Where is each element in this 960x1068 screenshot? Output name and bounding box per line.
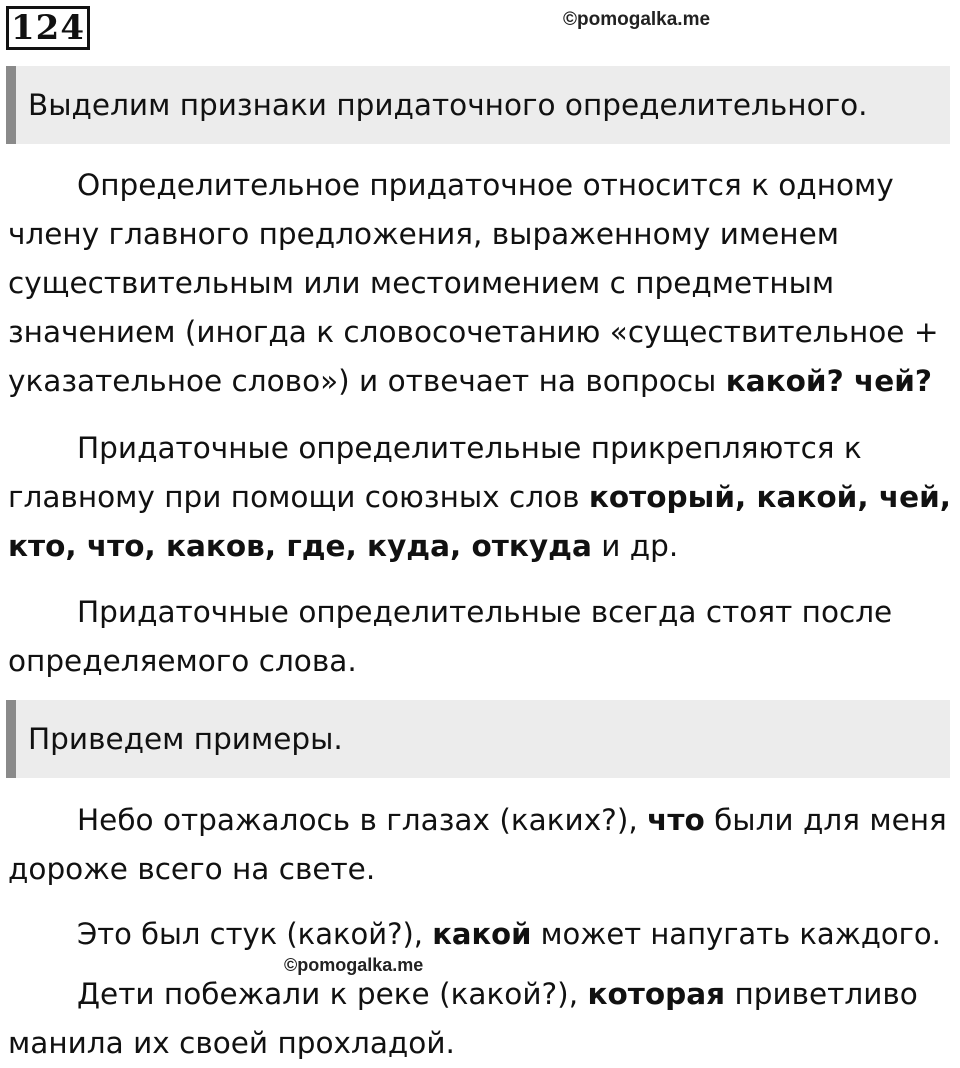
text-line: кто, что, каков, где, куда, откуда и др. xyxy=(8,529,679,563)
watermark-middle: ©pomogalka.me xyxy=(284,955,424,975)
text-line: Определительное придаточное относится к одному xyxy=(77,168,894,202)
watermark-top: ©pomogalka.me xyxy=(563,9,711,30)
bold-words: который, какой, чей, xyxy=(588,480,951,514)
bold-conjunctive-word: какой xyxy=(432,917,532,951)
example-3 xyxy=(8,970,952,1068)
text-line: главному при помощи союзных слов который, какой, чей, xyxy=(8,480,951,514)
text-line: манила их своей прохладой. xyxy=(8,1026,455,1060)
text-line: члену главного предложения, выраженному именем xyxy=(8,217,839,251)
text-line: Придаточные определительные всегда стоят после xyxy=(77,595,893,629)
text-line: значением (иногда к словосочетанию «существительное + xyxy=(8,315,939,349)
section-heading-features: Выделим признаки придаточного определительного. xyxy=(6,66,950,144)
bold-questions: какой? чей? xyxy=(725,364,933,398)
text-line: Это был стук (какой?), какой может напугать каждого. xyxy=(77,917,941,951)
paragraph-conjunctive-words xyxy=(8,424,952,571)
text-line: Дети побежали к реке (какой?), которая приветливо xyxy=(77,977,918,1011)
paragraph-position xyxy=(8,588,952,686)
bold-conjunctive-word: что xyxy=(647,803,705,837)
task-number: 124 xyxy=(6,6,90,50)
example-2 xyxy=(8,910,952,959)
text-line: существительным или местоимением с предметным xyxy=(8,266,835,300)
text-line: Небо отражалось в глазах (каких?), что были для меня xyxy=(77,803,947,837)
text-line: Придаточные определительные прикрепляются к xyxy=(77,431,862,465)
bold-words: кто, что, каков, где, куда, откуда xyxy=(8,529,592,563)
text-line: указательное слово») и отвечает на вопросы какой? чей? xyxy=(8,364,933,398)
bold-conjunctive-word: которая xyxy=(587,977,726,1011)
text-line: определяемого слова. xyxy=(8,644,357,678)
section-heading-examples: Приведем примеры. xyxy=(6,700,950,778)
text-line: дороже всего на свете. xyxy=(8,852,376,886)
example-1 xyxy=(8,796,952,894)
paragraph-definition xyxy=(8,161,952,406)
